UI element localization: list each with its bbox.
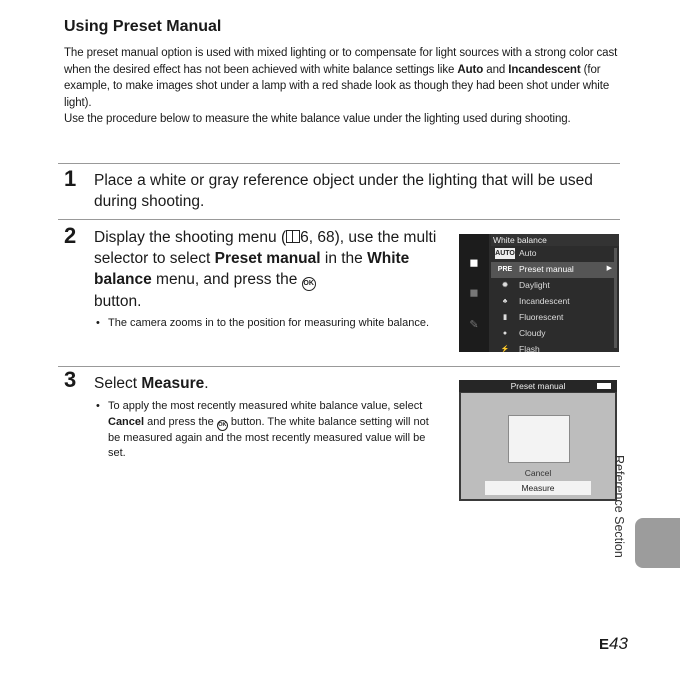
bulb-icon: ♣ [502, 298, 508, 305]
movie-icon: ◼ [469, 287, 479, 299]
step-1-number: 1 [64, 166, 77, 191]
step-2-number: 2 [64, 223, 77, 248]
step-3-bullet: • To apply the most recently measured white balance value, select Cancel and press the OK button. The white balance setting will not be measured again and the most recently measured value will be set. [96, 400, 429, 459]
menu-item-auto: AUTO Auto [495, 248, 537, 258]
divider [58, 219, 620, 220]
sun-icon: ✹ [502, 282, 508, 289]
menu-item-fluorescent: ▮ Fluorescent [491, 310, 615, 326]
fluorescent-icon: ▮ [503, 314, 507, 321]
menu-tab-column [459, 234, 489, 352]
reference-section-icon: E [599, 636, 610, 653]
menu-item-cloudy: ● Cloudy [491, 326, 615, 342]
menu-item-flash: ⚡ Flash [491, 342, 615, 352]
intro-paragraph-1: The preset manual option is used with mixed lighting or to compensate for light sources with a strong color cast when the desired effect has not been achieved with white balance settings like Auto and Incandescent (for example, to make images shot under a lamp with a red shade look as though they had been shot under white light). [64, 47, 618, 109]
screen-title: Preset manual [510, 381, 566, 391]
measurement-frame [508, 415, 570, 463]
step-3-text: Select Measure. [94, 375, 209, 392]
measure-option: Measure [485, 481, 591, 495]
menu-item-incandescent: ♣ Incandescent [491, 294, 615, 310]
divider [58, 366, 620, 367]
cloud-icon: ● [502, 330, 508, 337]
ok-button-icon: OK [302, 277, 316, 291]
page-number: E43 [599, 634, 628, 653]
reference-section-label: Reference Section [612, 455, 626, 558]
menu-item-daylight: ✹ Daylight [491, 278, 615, 294]
white-balance-menu [491, 234, 619, 352]
step-1-text: Place a white or gray reference object under the lighting that will be used during shooting. [94, 172, 593, 210]
section-tab [635, 518, 680, 568]
preset-manual-screenshot [459, 380, 617, 501]
intro-paragraph-2: Use the procedure below to measure the white balance value under the lighting used during shooting. [64, 113, 571, 125]
menu-scrollbar [614, 248, 617, 348]
pre-icon: PRE [497, 266, 513, 273]
wrench-icon: ✎ [469, 319, 479, 331]
menu-item-preset-manual: PRE Preset manual ▶ [491, 262, 615, 278]
menu-title: White balance [493, 235, 547, 245]
step-2-text: Display the shooting menu ( 6, 68), use the multi selector to select Preset manual in the White balance menu, and press the OK button. [94, 229, 437, 310]
live-view [461, 393, 615, 499]
white-balance-menu-screenshot [459, 234, 619, 352]
step-3-number: 3 [64, 367, 77, 392]
ok-button-icon: OK [217, 420, 228, 431]
divider [58, 163, 620, 164]
intro-text [64, 45, 619, 128]
book-icon [286, 230, 300, 243]
step-2-bullet: • The camera zooms in to the position for measuring white balance. [96, 317, 429, 329]
camera-icon: ◼ [469, 257, 479, 269]
battery-icon [597, 383, 611, 389]
section-title: Using Preset Manual [64, 18, 222, 35]
cancel-option: Cancel [524, 468, 552, 478]
flash-icon: ⚡ [500, 346, 510, 352]
auto-icon: AUTO [495, 250, 515, 257]
arrow-right-icon: ▶ [606, 265, 612, 272]
